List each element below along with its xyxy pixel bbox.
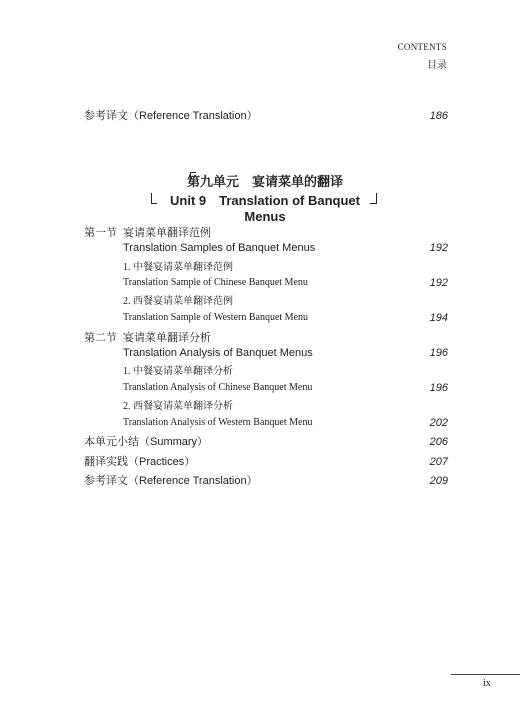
- section-label: 第二节: [84, 332, 117, 344]
- toc-subentry-en[interactable]: [123, 415, 448, 431]
- section-heading[interactable]: [84, 330, 448, 346]
- section-title-en: Translation Analysis of Banquet Menus: [123, 347, 313, 359]
- bracket-line: [151, 203, 157, 204]
- toc-entry-label: 参考译文（Reference Translation）: [84, 110, 258, 122]
- section-title-en: Translation Samples of Banquet Menus: [123, 242, 316, 254]
- toc-entry[interactable]: [84, 454, 448, 470]
- toc-entry-page: 202: [429, 417, 448, 429]
- toc-entry-page: 196: [429, 382, 448, 394]
- header-contents: CONTENTS: [397, 42, 447, 52]
- toc-subentry-cn[interactable]: [123, 294, 448, 310]
- subentry-title-en: Translation Sample of Western Banquet Menu: [123, 312, 309, 323]
- toc-entry-page: 186: [429, 110, 448, 122]
- section-label: 第一节: [84, 227, 117, 239]
- toc-subentry-cn[interactable]: [123, 364, 448, 380]
- toc-entry-page: 192: [429, 277, 448, 289]
- toc-entry-page: 206: [429, 436, 448, 448]
- toc-entry-page: 209: [429, 475, 448, 487]
- section-title-cn: 宴请菜单翻译分析: [123, 332, 211, 344]
- toc-entry[interactable]: [84, 108, 448, 124]
- toc-entry-label: 翻译实践（Practices）: [84, 456, 196, 468]
- subentry-title-cn: 2. 西餐宴请菜单翻译范例: [123, 296, 233, 307]
- unit-heading: [150, 163, 380, 224]
- toc-entry-page: 196: [429, 347, 448, 359]
- section-title-en-row[interactable]: [123, 345, 448, 361]
- toc-subentry-en[interactable]: [123, 310, 448, 326]
- toc-subentry-en[interactable]: [123, 380, 448, 396]
- page-number: ix: [483, 678, 491, 689]
- bracket-line: [376, 193, 377, 203]
- subentry-title-cn: 1. 中餐宴请菜单翻译范例: [123, 262, 233, 273]
- subentry-title-cn: 2. 西餐宴请菜单翻译分析: [123, 401, 233, 412]
- subentry-title-cn: 1. 中餐宴请菜单翻译分析: [123, 366, 233, 377]
- toc-entry-label: 参考译文（Reference Translation）: [84, 475, 258, 487]
- bracket-line: [370, 203, 377, 204]
- toc-subentry-en[interactable]: [123, 275, 448, 291]
- toc-entry-label: 本单元小结（Summary）: [84, 436, 209, 448]
- subentry-title-en: Translation Analysis of Western Banquet Menu: [123, 417, 313, 428]
- toc-entry[interactable]: [84, 434, 448, 450]
- toc-subentry-cn[interactable]: [123, 399, 448, 415]
- toc-entry-page: 207: [429, 456, 448, 468]
- section-heading[interactable]: [84, 225, 448, 241]
- bracket-line: [151, 193, 152, 203]
- unit-title-en: Unit 9 Translation of Banquet Menus: [170, 193, 360, 224]
- footer-rule: [451, 674, 520, 675]
- unit-title-cn: 第九单元 宴请菜单的翻译: [186, 174, 343, 189]
- section-title-cn: 宴请菜单翻译范例: [123, 227, 211, 239]
- toc-subentry-cn[interactable]: [123, 260, 448, 276]
- subentry-title-en: Translation Sample of Chinese Banquet Menu: [123, 277, 308, 288]
- subentry-title-en: Translation Analysis of Chinese Banquet Menu: [123, 382, 313, 393]
- toc-entry-page: 192: [429, 242, 448, 254]
- toc-entry[interactable]: [84, 473, 448, 489]
- header-contents-cn: 目录: [427, 60, 447, 71]
- toc-entry-page: 194: [429, 312, 448, 324]
- section-title-en-row[interactable]: [123, 240, 448, 256]
